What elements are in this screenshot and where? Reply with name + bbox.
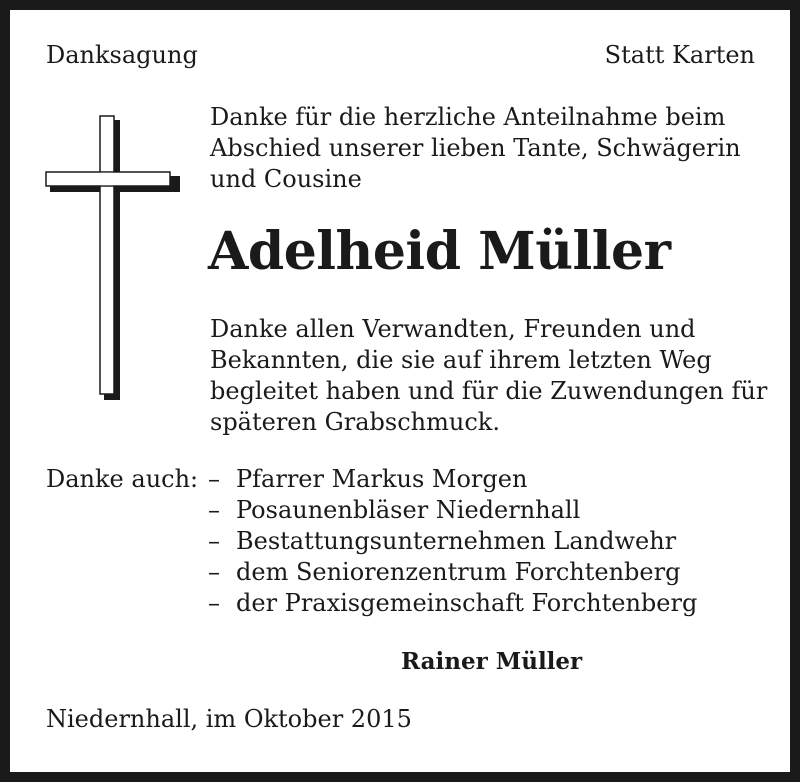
thanks-item: dem Seniorenzentrum Forchtenberg	[236, 558, 681, 586]
list-dash: –	[208, 496, 220, 524]
body-line: begleitet haben und für die Zuwendungen für	[210, 377, 768, 405]
place-date: Niedernhall, im Oktober 2015	[46, 705, 412, 733]
intro-line: und Cousine	[210, 165, 362, 193]
list-dash: –	[208, 589, 220, 617]
body-line: Danke allen Verwandten, Freunden und	[210, 315, 696, 343]
header-right: Statt Karten	[604, 41, 755, 69]
list-dash: –	[208, 558, 220, 586]
thanks-item: Posaunenbläser Niedernhall	[236, 496, 581, 524]
signature: Rainer Müller	[401, 648, 583, 675]
intro-line: Abschied unserer lieben Tante, Schwägerin	[210, 134, 741, 162]
thanks-item: der Praxisgemeinschaft Forchtenberg	[236, 589, 698, 617]
deceased-name: Adelheid Müller	[208, 221, 671, 282]
body-line: späteren Grabschmuck.	[210, 408, 500, 436]
list-dash: –	[208, 527, 220, 555]
thanks-item: Bestattungsunternehmen Landwehr	[236, 527, 677, 555]
list-dash: –	[208, 465, 220, 493]
cross-icon	[40, 110, 180, 400]
intro-line: Danke für die herzliche Anteilnahme beim	[210, 103, 726, 131]
thanks-item: Pfarrer Markus Morgen	[236, 465, 528, 493]
header-left: Danksagung	[46, 41, 198, 69]
thanks-label: Danke auch:	[46, 465, 199, 493]
body-line: Bekannten, die sie auf ihrem letzten Weg	[210, 346, 712, 374]
